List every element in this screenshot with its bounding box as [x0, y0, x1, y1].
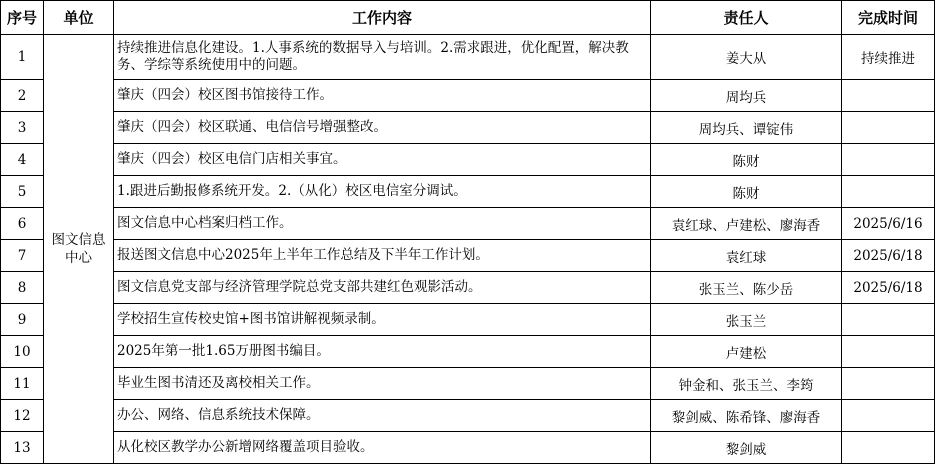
row-content: 1.跟进后勤报修系统开发。2.（从化）校区电信室分调试。: [114, 176, 651, 208]
row-owner: 陈财: [651, 144, 842, 176]
table-row: [1, 208, 935, 240]
row-owner: 张玉兰: [651, 304, 842, 336]
row-done: 持续推进: [842, 35, 935, 80]
row-done: [842, 112, 935, 144]
row-content: 持续推进信息化建设。1.人事系统的数据导入与培训。2.需求跟进，优化配置，解决教务、学综等系统使用中的问题。: [114, 35, 651, 80]
row-seq: 9: [1, 304, 44, 336]
row-done: [842, 176, 935, 208]
row-seq: 13: [1, 432, 44, 464]
row-done: 2025/6/18: [842, 240, 935, 272]
row-content: 肇庆（四会）校区电信门店相关事宜。: [114, 144, 651, 176]
row-owner: 姜大从: [651, 35, 842, 80]
table-row: [1, 368, 935, 400]
table-row: [1, 400, 935, 432]
row-seq: 1: [1, 35, 44, 80]
row-seq: 6: [1, 208, 44, 240]
row-content: 图文信息中心档案归档工作。: [114, 208, 651, 240]
row-seq: 3: [1, 112, 44, 144]
table-row: [1, 272, 935, 304]
table-row: [1, 80, 935, 112]
row-content: 从化校区教学办公新增网络覆盖项目验收。: [114, 432, 651, 464]
header-content: 工作内容: [114, 1, 651, 35]
header-owner: 责任人: [651, 1, 842, 35]
row-done: [842, 400, 935, 432]
row-content: 毕业生图书清还及离校相关工作。: [114, 368, 651, 400]
row-seq: 2: [1, 80, 44, 112]
row-owner: 钟金和、张玉兰、李筠: [651, 368, 842, 400]
row-content: 报送图文信息中心2025年上半年工作总结及下半年工作计划。: [114, 240, 651, 272]
row-owner: 周均兵: [651, 80, 842, 112]
row-owner: 陈财: [651, 176, 842, 208]
table-row: [1, 240, 935, 272]
row-owner: 袁红球: [651, 240, 842, 272]
row-content: 肇庆（四会）校区联通、电信信号增强整改。: [114, 112, 651, 144]
table-row: [1, 336, 935, 368]
header-done: 完成时间: [842, 1, 935, 35]
row-seq: 10: [1, 336, 44, 368]
row-done: [842, 336, 935, 368]
row-owner: 袁红球、卢建松、廖海香: [651, 208, 842, 240]
header-seq: 序号: [1, 1, 44, 35]
row-done: 2025/6/18: [842, 272, 935, 304]
row-content: 办公、网络、信息系统技术保障。: [114, 400, 651, 432]
table-row: [1, 144, 935, 176]
row-owner: 张玉兰、陈少岳: [651, 272, 842, 304]
table-row: [1, 432, 935, 464]
header-row: [1, 1, 935, 35]
table-row: [1, 304, 935, 336]
unit-cell: 图文信息中心: [44, 35, 114, 464]
row-owner: 卢建松: [651, 336, 842, 368]
table-row: [1, 112, 935, 144]
table-row: [1, 176, 935, 208]
row-seq: 5: [1, 176, 44, 208]
row-content: 学校招生宣传校史馆+图书馆讲解视频录制。: [114, 304, 651, 336]
row-content: 肇庆（四会）校区图书馆接待工作。: [114, 80, 651, 112]
row-seq: 7: [1, 240, 44, 272]
row-seq: 11: [1, 368, 44, 400]
row-owner: 黎剑威: [651, 432, 842, 464]
row-done: [842, 144, 935, 176]
row-owner: 周均兵、谭锭伟: [651, 112, 842, 144]
table-row: [1, 35, 935, 80]
header-unit: 单位: [44, 1, 114, 35]
row-seq: 12: [1, 400, 44, 432]
row-seq: 4: [1, 144, 44, 176]
row-done: [842, 368, 935, 400]
row-done: [842, 432, 935, 464]
row-done: [842, 80, 935, 112]
row-done: 2025/6/16: [842, 208, 935, 240]
row-owner: 黎剑威、陈希锋、廖海香: [651, 400, 842, 432]
row-done: [842, 304, 935, 336]
row-content: 图文信息党支部与经济管理学院总党支部共建红色观影活动。: [114, 272, 651, 304]
row-content: 2025年第一批1.65万册图书编目。: [114, 336, 651, 368]
row-seq: 8: [1, 272, 44, 304]
